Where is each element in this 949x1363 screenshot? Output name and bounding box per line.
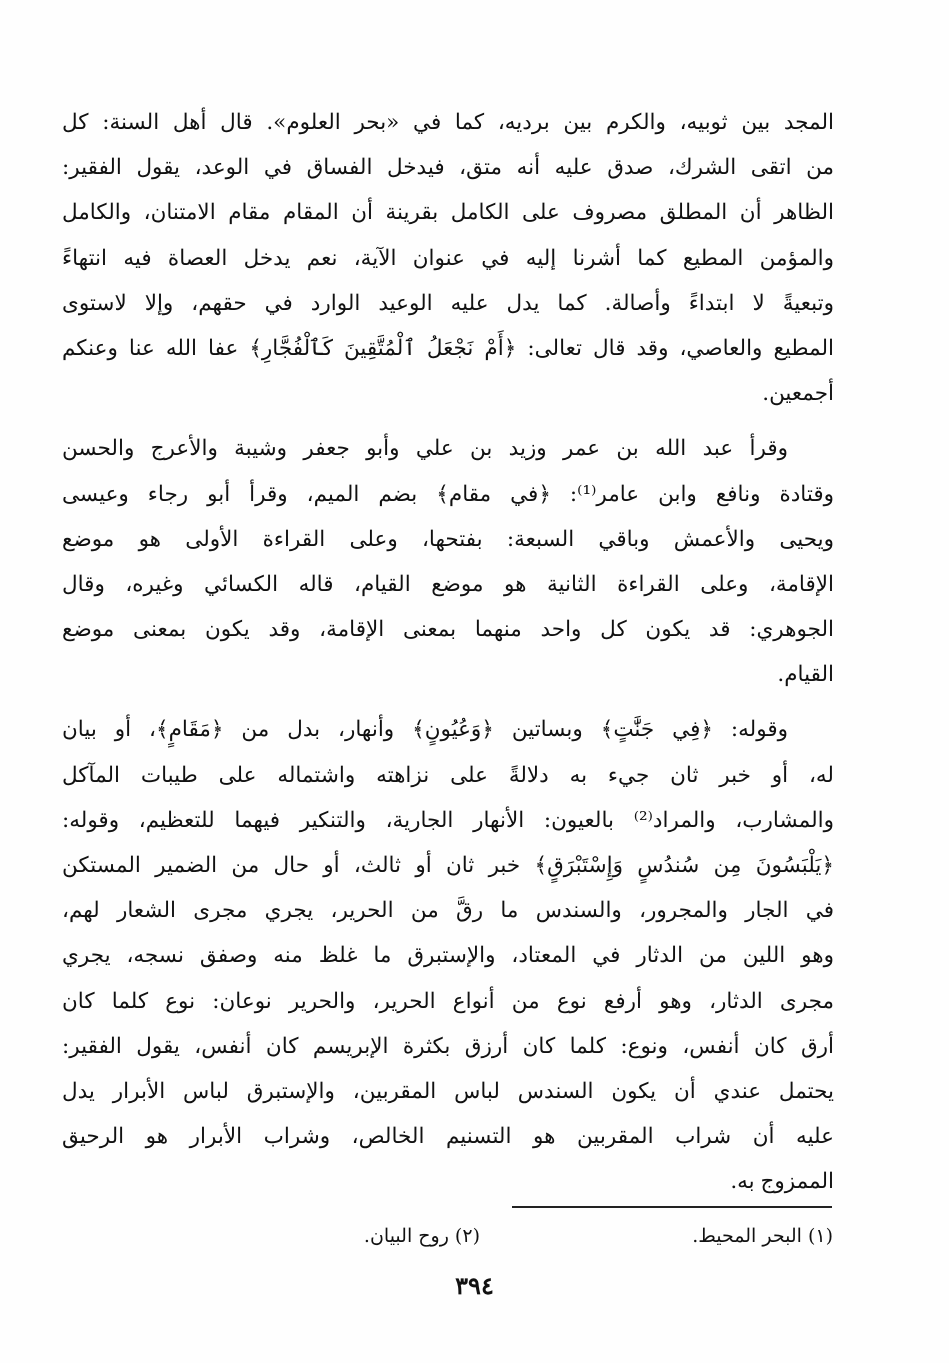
text-line: وقرأ عبد الله بن عمر وزيد بن علي وأبو جعفر وشيبة والأعرج والحسن [62, 436, 788, 462]
text-line: وتبعيةً لا ابتداءً وأصالة. كما يدل عليه الوعيد الوارد في حقهم، وإلا لاستوى [62, 290, 834, 316]
text-line: الظاهر أن المطلق مصروف على الكامل بقرينة أن المقام مقام الامتنان، والكامل [62, 200, 834, 226]
text-line: ﴿يَلْبَسُونَ مِن سُندُسٍ وَإِسْتَبْرَقٍ﴾ خبر ثان أو ثالث، أو حال من الضمير المستكن [62, 853, 834, 878]
text-line: عليه أن شراب المقربين هو التسنيم الخالص، وشراب الأبرار هو الرحيق [62, 1124, 835, 1150]
text-line: يحتمل عندي أن يكون السندس لباس المقربين، والإستبرق لباس الأبرار يدل [62, 1078, 834, 1104]
paragraph-gap [62, 697, 834, 707]
footnote-1: (١) البحر المحيط. [692, 1225, 833, 1247]
text-line: مجرى الدثار، وهو أرفع نوع من أنواع الحرير، والحرير نوعان: نوع كلما كان [62, 988, 834, 1014]
text-line: أجمعين. [762, 381, 834, 407]
text-line: وقوله: ﴿فِي جَنَّٰتٍ﴾ وبساتين ﴿وَعُيُونٍ﴾ وأنهار، بدل من ﴿مَقَامٍ﴾، أو بيان [62, 717, 788, 743]
text-line: أرق كان أنفس، ونوع: كلما كان أرزق بكثرة الإبريسم كان أنفس، يقول الفقير: [62, 1033, 834, 1059]
text-line: وقتادة ونافع وابن عامر⁽¹⁾: ﴿في مقام﴾ بضم الميم، وقرأ أبو رجاء وعيسى [62, 481, 834, 507]
text-line: المجد بين ثوبيه، والكرم بين برديه، كما في «بحر العلوم». قال أهل السنة: كل [62, 110, 834, 135]
text-line: من اتقى الشرك، صدق عليه أنه متق، فيدخل الفساق في الوعد، يقول الفقير: [62, 155, 834, 181]
text-line: والمؤمن المطيع كما أشرنا إليه في عنوان الآية، نعم يدخل العصاة فيه انتهاءً [62, 245, 834, 271]
page-number: ٣٩٤ [455, 1271, 494, 1300]
text-line: المطيع والعاصي، وقد قال تعالى: ﴿أَمْ نَجْعَلُ ٱلْمُتَّقِينَ كَٱلْفُجَّارِ﴾ عفا الله عنا وعنكم [62, 335, 834, 361]
text-line: والمشارب، والمراد⁽²⁾ بالعيون: الأنهار الجارية، والتنكير فيهما للتعظيم، وقوله: [62, 807, 834, 833]
text-line: الممزوج به. [730, 1169, 834, 1195]
text-line: الجوهري: قد يكون كل واحد منهما بمعنى الإقامة، وقد يكون بمعنى موضع [62, 617, 834, 643]
text-line: في الجار والمجرور، والسندس ما رقَّ من الحرير، يجري مجرى الشعار لهم، [62, 898, 834, 924]
footnote-2: (٢) روح البيان. [363, 1225, 480, 1247]
footnote-separator [512, 1206, 832, 1208]
paragraph-gap [62, 416, 834, 426]
text-line: ويحيى والأعمش وباقي السبعة: بفتحها، وعلى القراءة الأولى هو موضع [62, 526, 834, 552]
text-line: له، أو خبر ثان جيء به دلالةً على نزاهته واشتماله على طيبات المآكل [62, 762, 834, 788]
text-line: الإقامة، وعلى القراءة الثانية هو موضع القيام، قاله الكسائي وغيره، وقال [62, 571, 834, 597]
text-line: القيام. [777, 662, 834, 688]
text-line: وهو اللين من الدثار في المعتاد، والإستبرق ما غلظ منه وصفق نسجه، يجري [62, 943, 834, 969]
body-text [62, 100, 834, 1205]
